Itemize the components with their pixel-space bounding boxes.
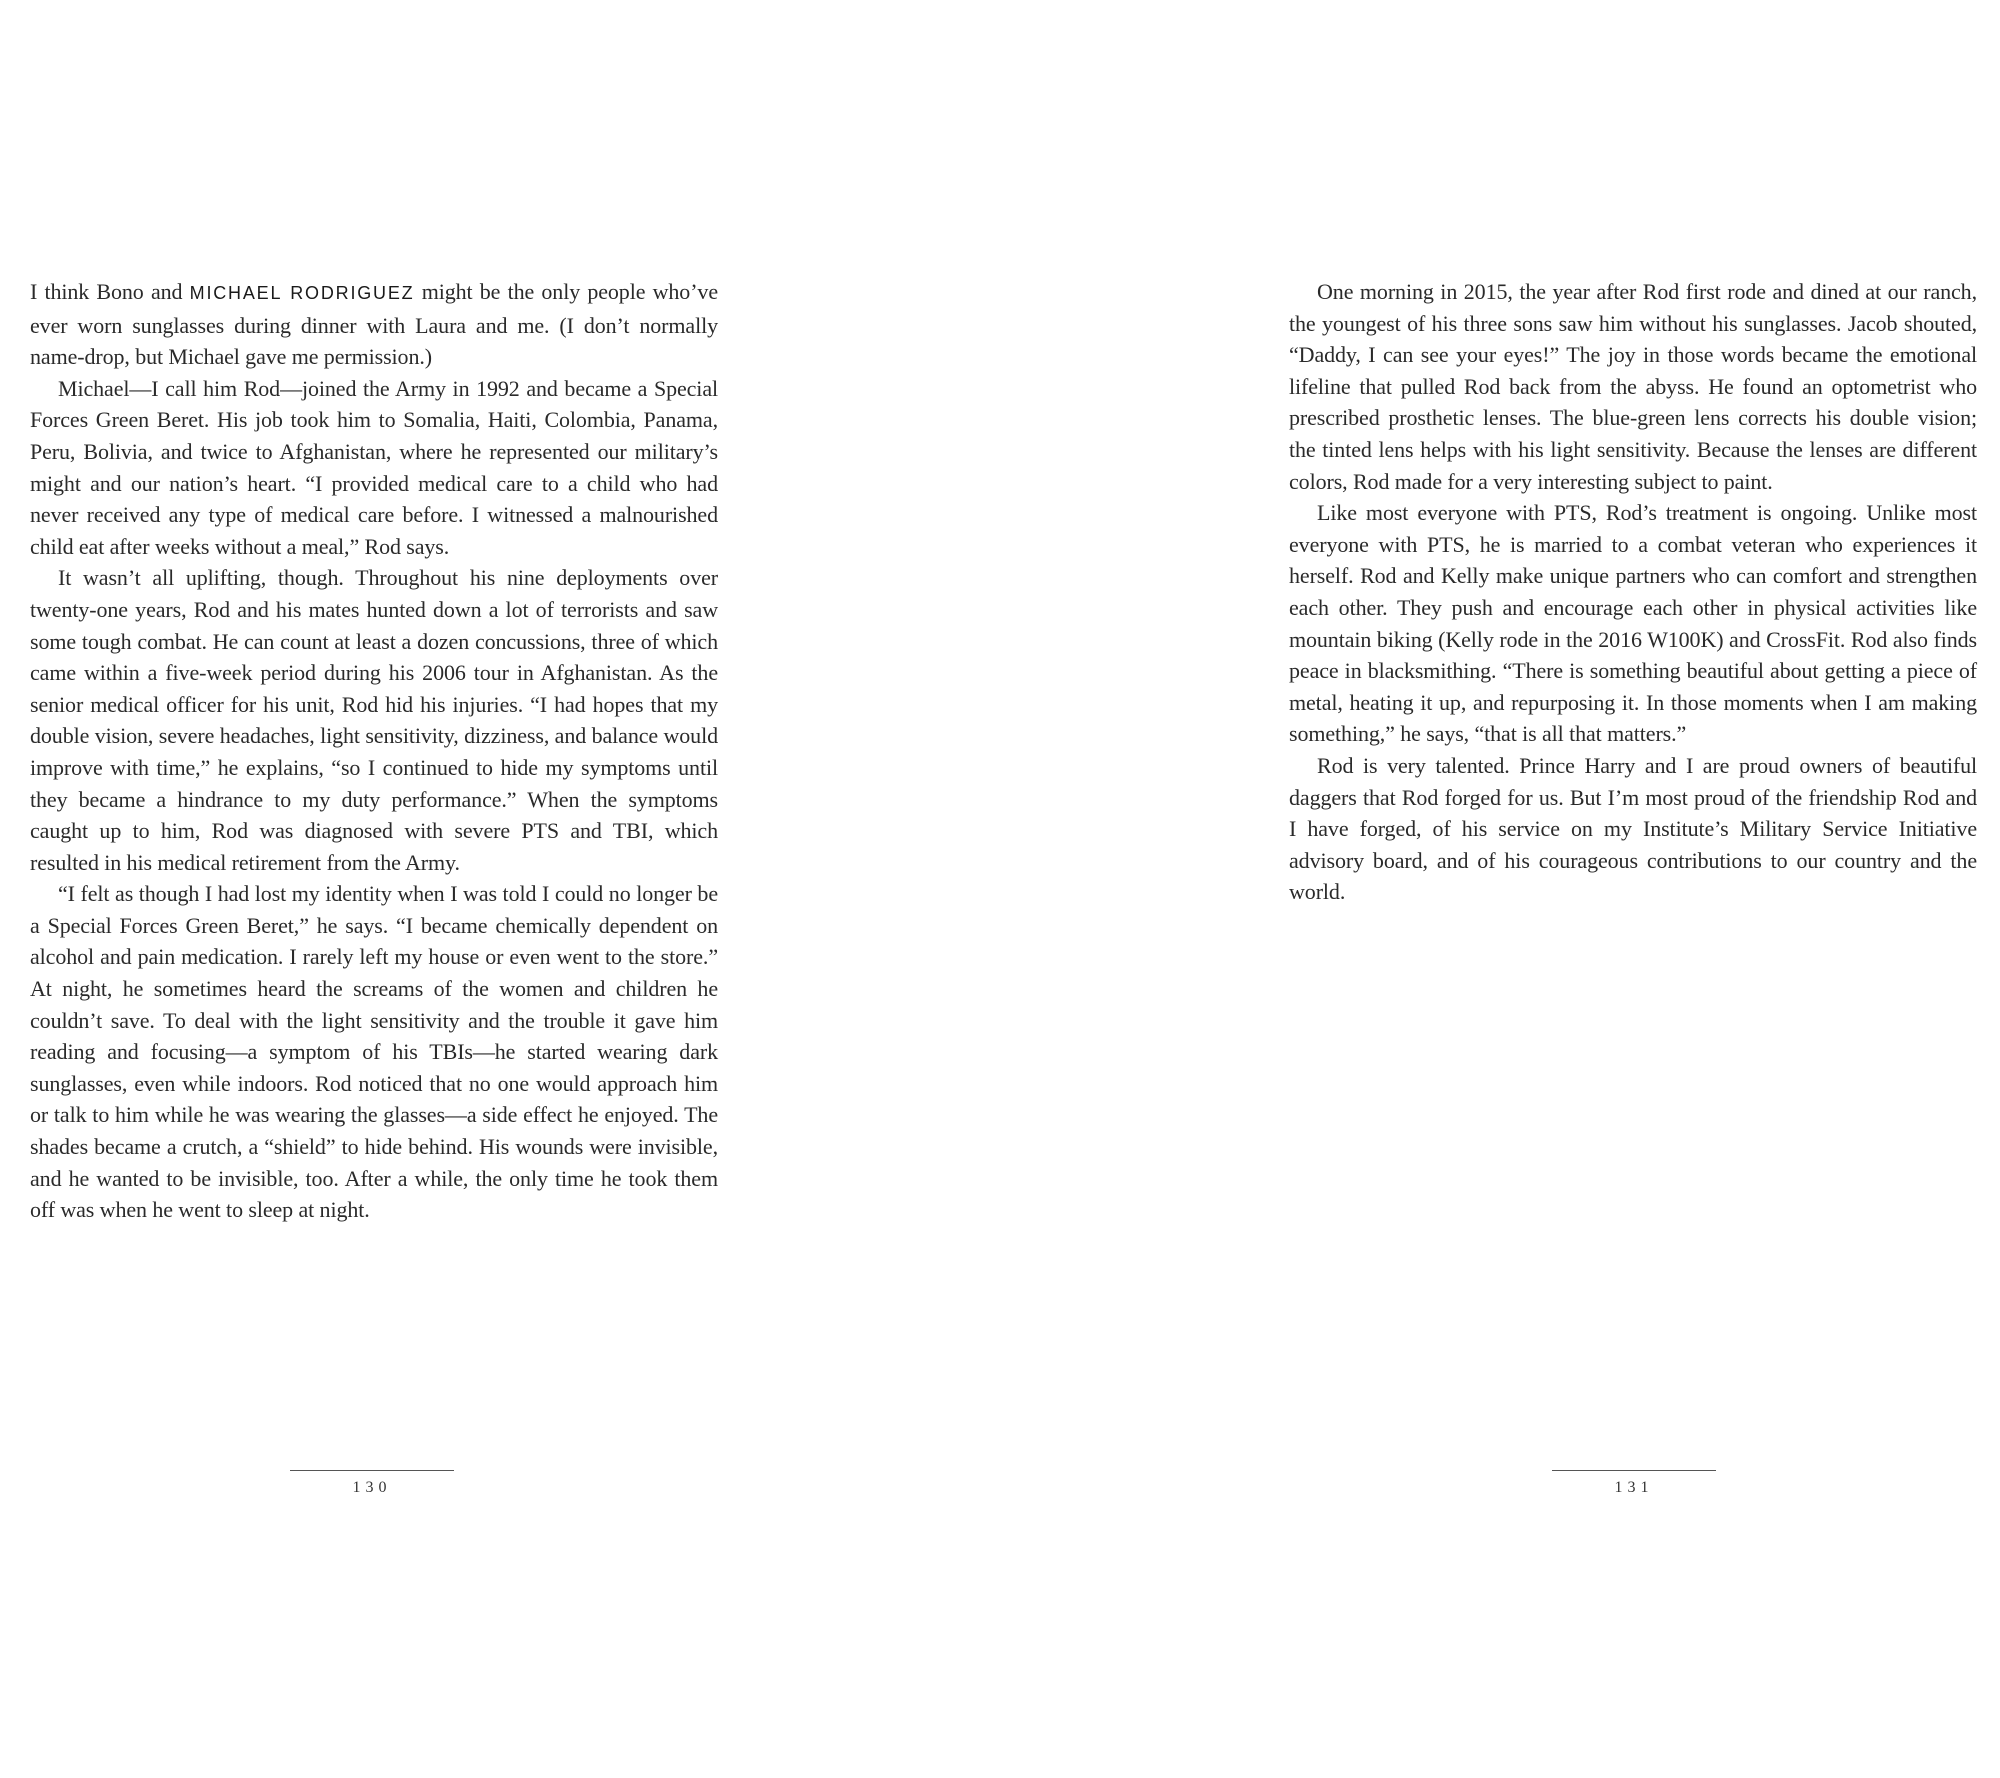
paragraph-2: Like most everyone with PTS, Rod’s treatment is ongoing. Unlike most everyone with PTS, he is married to a combat veteran who experiences it herself. Rod and Kelly make unique partners who can comfort and strengthen each other. They push and encourage each other in physical activities like mountain biking (Kelly rode in the 2016 W100K) and CrossFit. Rod also finds peace in blacksmithing. “There is something beautiful about getting a piece of metal, heating it up, and repurposing it. In those moments when I am making something,” he says, “that is all that matters.” bbox=[1289, 500, 1977, 747]
right-page-text bbox=[1289, 276, 1977, 908]
left-page-text bbox=[30, 276, 718, 1226]
paragraph-1-rest: might be the only people who’ve ever worn sunglasses during dinner with Laura and me. (I don’t normally name-drop, but Michael gave me permission.) bbox=[30, 279, 719, 370]
paragraph-3: It wasn’t all uplifting, though. Throughout his nine deployments over twenty-one years, Rod and his mates hunted down a lot of terrorists and saw some tough combat. He can count at least a dozen concussions, three of which came within a five-week period during his 2006 tour in Afghanistan. As the senior medical officer for his unit, Rod hid his injuries. “I had hopes that my double vision, severe headaches, light sensitivity, dizziness, and balance would improve with time,” he explains, “so I continued to hide my symptoms until they became a hindrance to my duty performance.” When the symptoms caught up to him, Rod was diagnosed with severe PTS and TBI, which resulted in his medical retirement from the Army. bbox=[30, 565, 718, 875]
paragraph-1: One morning in 2015, the year after Rod first rode and dined at our ranch, the youngest of his three sons saw him without his sunglasses. Jacob shouted, “Daddy, I can see your eyes!” The joy in those words became the emotional lifeline that pulled Rod back from the abyss. He found an optometrist who prescribed prosthetic lenses. The blue-green lens corrects his double vision; the tinted lens helps with his light sensitivity. Because the lenses are different colors, Rod made for a very interesting subject to paint. bbox=[1289, 279, 1977, 494]
folio-rule bbox=[290, 1470, 454, 1471]
page-number: 131 bbox=[1614, 1479, 1654, 1496]
paragraph-1 bbox=[30, 276, 718, 373]
paragraph-3: Rod is very talented. Prince Harry and I are proud owners of beautiful daggers that Rod forged for us. But I’m most proud of the friendship Rod and I have forged, of his service on my Institute’s Military Service Initiative advisory board, and of his courageous contributions to our country and the world. bbox=[1289, 752, 1977, 905]
page-number-block bbox=[1552, 1470, 1716, 1497]
subject-name: MICHAEL RODRIGUEZ bbox=[189, 283, 415, 303]
paragraph-2: Michael—I call him Rod—joined the Army in 1992 and became a Special Forces Green Beret. His job took him to Somalia, Haiti, Colombia, Panama, Peru, Bolivia, and twice to Afghanistan, where he represented our military’s might and our nation’s heart. “I provided medical care to a child who had never received any type of medical care before. I witnessed a malnourished child eat after weeks without a meal,” Rod says. bbox=[30, 375, 718, 559]
paragraph-1-start: I think Bono and bbox=[30, 279, 190, 304]
page-number: 130 bbox=[352, 1479, 392, 1496]
folio-rule bbox=[1552, 1470, 1716, 1471]
right-page bbox=[1000, 0, 2000, 1778]
page-number-block bbox=[290, 1470, 454, 1497]
paragraph-4: “I felt as though I had lost my identity when I was told I could no longer be a Special Forces Green Beret,” he says. “I became chemically dependent on alcohol and pain medication. I rarely left my house or even went to the store.” At night, he sometimes heard the screams of the women and children he couldn’t save. To deal with the light sensitivity and the trouble it gave him reading and focusing—a symptom of his TBIs—he started wearing dark sunglasses, even while indoors. Rod noticed that no one would approach him or talk to him while he was wearing the glasses—a side effect he enjoyed. The shades became a crutch, a “shield” to hide behind. His wounds were invisible, and he wanted to be invisible, too. After a while, the only time he took them off was when he went to sleep at night. bbox=[30, 881, 718, 1223]
